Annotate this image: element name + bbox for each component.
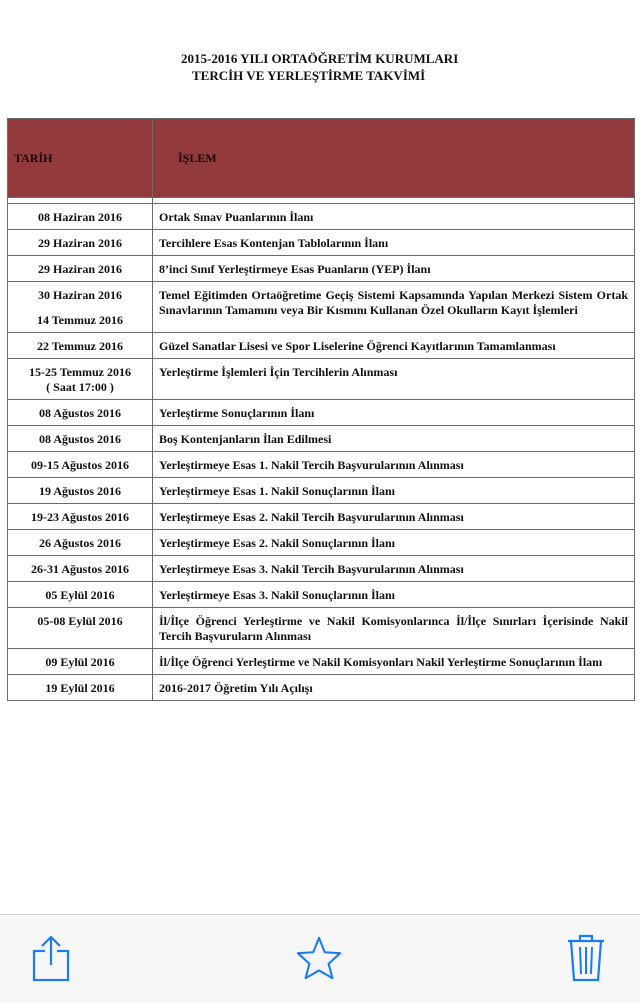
- table-row: [8, 582, 635, 608]
- row-operation: Boş Kontenjanların İlan Edilmesi: [153, 426, 635, 452]
- row-date-cell: [8, 256, 153, 282]
- row-date: 09-15 Ağustos 2016: [30, 458, 129, 472]
- row-operation: Yerleştirmeye Esas 3. Nakil Tercih Başvurularının Alınması: [153, 556, 635, 582]
- row-date-cell: [8, 478, 153, 504]
- row-operation: Yerleştirme Sonuçlarının İlanı: [153, 400, 635, 426]
- row-operation: İl/İlçe Öğrenci Yerleştirme ve Nakil Komisyonlarınca İl/İlçe Sınırları İçerisinde Nakil Tercih Başvuruların Alınması: [153, 608, 635, 649]
- share-button[interactable]: [28, 933, 74, 983]
- row-operation: Yerleştirmeye Esas 2. Nakil Sonuçlarının İlanı: [153, 530, 635, 556]
- table-row: [8, 400, 635, 426]
- header-date: TARİH: [8, 119, 153, 198]
- title-line-2: TERCİH VE YERLEŞTİRME TAKVİMİ: [192, 68, 426, 83]
- row-date-cell: [8, 504, 153, 530]
- row-date-cell: [8, 230, 153, 256]
- row-date: 29 Haziran 2016: [38, 262, 122, 276]
- table-row: [8, 230, 635, 256]
- row-operation: Yerleştirme İşlemleri İçin Tercihlerin Alınması: [153, 359, 635, 400]
- row-operation: İl/İlçe Öğrenci Yerleştirme ve Nakil Komisyonları Nakil Yerleştirme Sonuçlarının İlanı: [153, 649, 635, 675]
- row-date: 19 Ağustos 2016: [38, 484, 121, 498]
- row-date-cell: [8, 582, 153, 608]
- row-date-cell: [8, 556, 153, 582]
- trash-icon: [566, 933, 606, 983]
- row-date-cell: [8, 282, 153, 333]
- row-operation: Yerleştirmeye Esas 3. Nakil Sonuçlarının İlanı: [153, 582, 635, 608]
- header-operation: İŞLEM: [153, 119, 635, 198]
- row-date-cell: [8, 608, 153, 649]
- table-header-row: [8, 119, 635, 198]
- favorite-button[interactable]: [296, 933, 342, 983]
- row-date: 19-23 Ağustos 2016: [30, 510, 129, 524]
- row-date-cell: [8, 359, 153, 400]
- table-row: [8, 204, 635, 230]
- row-date-secondary: 14 Temmuz 2016: [36, 313, 123, 327]
- table-row: [8, 608, 635, 649]
- row-operation: 2016-2017 Öğretim Yılı Açılışı: [153, 675, 635, 701]
- row-date: 26 Ağustos 2016: [38, 536, 121, 550]
- row-date-secondary: ( Saat 17:00 ): [46, 380, 114, 394]
- title-line-1: 2015-2016 YILI ORTAÖĞRETİM KURUMLARI: [181, 51, 459, 66]
- row-date-cell: [8, 333, 153, 359]
- star-icon: [296, 934, 342, 982]
- row-date: 30 Haziran 2016: [38, 288, 122, 302]
- row-date: 09 Eylül 2016: [45, 655, 115, 669]
- row-operation: Yerleştirmeye Esas 1. Nakil Sonuçlarının İlanı: [153, 478, 635, 504]
- row-date-cell: [8, 426, 153, 452]
- row-date: 05 Eylül 2016: [45, 588, 115, 602]
- schedule-table: [7, 118, 635, 701]
- row-date: 15-25 Temmuz 2016: [29, 365, 131, 379]
- row-date-cell: [8, 452, 153, 478]
- bottom-toolbar: [0, 914, 640, 1003]
- row-date: 08 Ağustos 2016: [38, 432, 121, 446]
- row-date: 08 Ağustos 2016: [38, 406, 121, 420]
- share-icon: [31, 934, 71, 982]
- row-date-cell: [8, 530, 153, 556]
- row-operation: Temel Eğitimden Ortaöğretime Geçiş Sistemi Kapsamında Yapılan Merkezi Sistem Ortak Sınavlarının Tamamını veya Bir Kısmını Kullanan Özel Okulların Kayıt İşlemleri: [153, 282, 635, 333]
- row-date: 29 Haziran 2016: [38, 236, 122, 250]
- delete-button[interactable]: [563, 933, 609, 983]
- row-date: 05-08 Eylül 2016: [37, 614, 123, 628]
- row-operation: Yerleştirmeye Esas 1. Nakil Tercih Başvurularının Alınması: [153, 452, 635, 478]
- row-operation: Ortak Sınav Puanlarının İlanı: [153, 204, 635, 230]
- row-operation: Güzel Sanatlar Lisesi ve Spor Liselerine Öğrenci Kayıtlarının Tamamlanması: [153, 333, 635, 359]
- table-row: [8, 478, 635, 504]
- table-row: [8, 359, 635, 400]
- row-date-cell: [8, 400, 153, 426]
- row-date: 19 Eylül 2016: [45, 681, 115, 695]
- table-row: [8, 504, 635, 530]
- table-row: [8, 530, 635, 556]
- row-date: 22 Temmuz 2016: [36, 339, 123, 353]
- row-operation: 8’inci Sınıf Yerleştirmeye Esas Puanların (YEP) İlanı: [153, 256, 635, 282]
- table-row: [8, 256, 635, 282]
- row-date-cell: [8, 675, 153, 701]
- table-row: [8, 556, 635, 582]
- row-date: 26-31 Ağustos 2016: [30, 562, 129, 576]
- row-operation: Yerleştirmeye Esas 2. Nakil Tercih Başvurularının Alınması: [153, 504, 635, 530]
- row-operation: Tercihlere Esas Kontenjan Tablolarının İlanı: [153, 230, 635, 256]
- table-row: [8, 426, 635, 452]
- row-date: 08 Haziran 2016: [38, 210, 122, 224]
- table-row: [8, 333, 635, 359]
- row-date-cell: [8, 649, 153, 675]
- row-date-cell: [8, 204, 153, 230]
- table-row: [8, 282, 635, 333]
- table-row: [8, 452, 635, 478]
- table-row: [8, 675, 635, 701]
- table-row: [8, 649, 635, 675]
